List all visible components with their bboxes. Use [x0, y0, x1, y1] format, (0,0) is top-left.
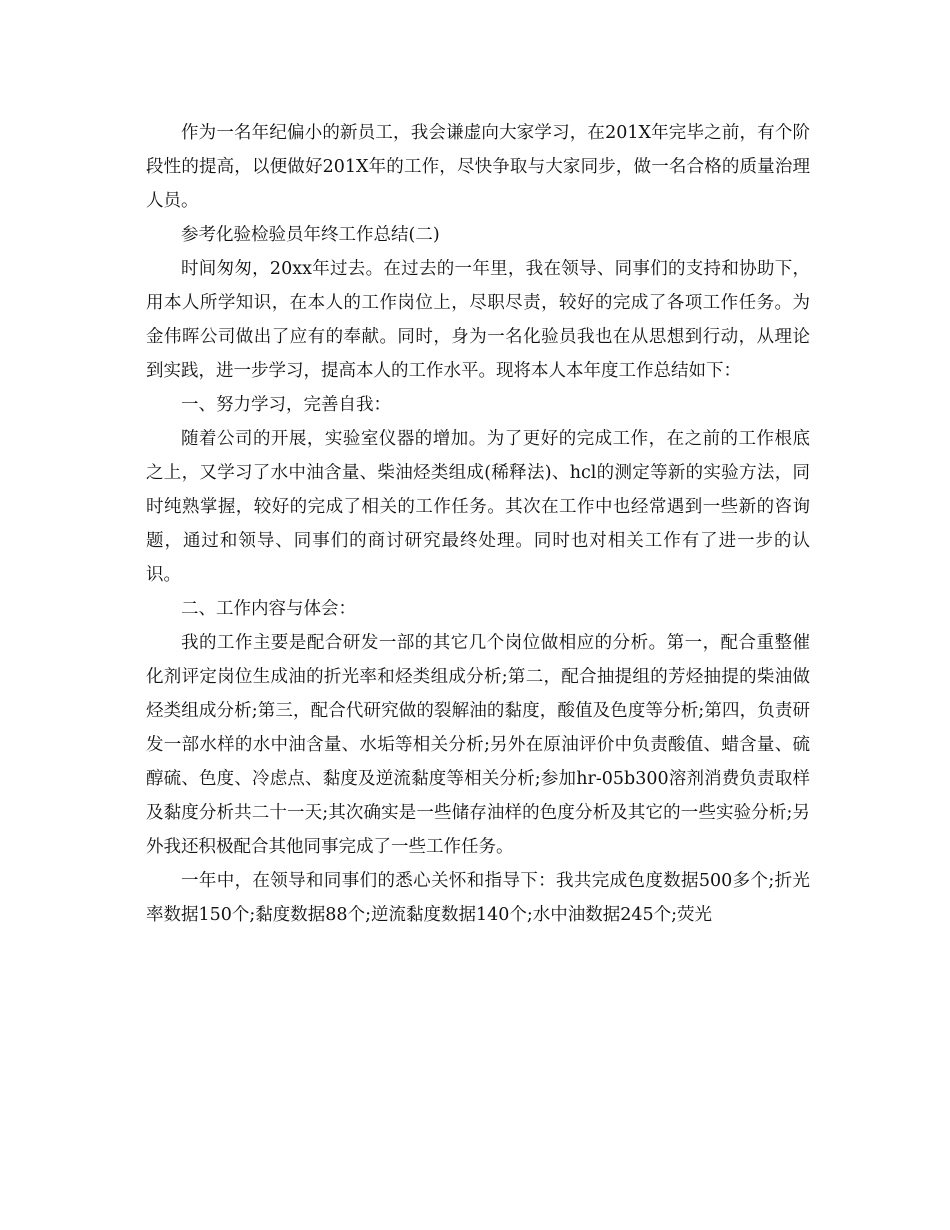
- section-heading-work: 二、工作内容与体会：: [181, 599, 356, 619]
- section-heading-study: 一、努力学习，完善自我：: [181, 395, 391, 415]
- document-body: [146, 116, 810, 932]
- paragraph-opening: 时间匆匆，20xx年过去。在过去的一年里，我在领导、同事们的支持和协助下，用本人所学知识，在本人的工作岗位上，尽职尽责，较好的完成了各项工作任务。为金伟晖公司做出了应有的奉献。同时，身为一名化验员我也在从思想到行动，从理论到实践，进一步学习，提高本人的工作水平。现将本人本年度工作总结如下：: [146, 259, 810, 381]
- paragraph-statistics: 一年中，在领导和同事们的悉心关怀和指导下：我共完成色度数据500多个;折光率数据150个;黏度数据88个;逆流黏度数据140个;水中油数据245个;荧光: [146, 871, 810, 925]
- paragraph-intro-closing: 作为一名年纪偏小的新员工，我会谦虚向大家学习，在201X年完毕之前，有个阶段性的提高，以便做好201X年的工作，尽快争取与大家同步，做一名合格的质量治理人员。: [146, 123, 810, 211]
- section-heading-title: 参考化验检验员年终工作总结(二): [181, 225, 440, 245]
- paragraph-study: 随着公司的开展，实验室仪器的增加。为了更好的完成工作，在之前的工作根底之上，又学习了水中油含量、柴油烃类组成(稀释法)、hcl的测定等新的实验方法，同时纯熟掌握，较好的完成了相关的工作任务。其次在工作中也经常遇到一些新的咨询题，通过和领导、同事们的商讨研究最终处理。同时也对相关工作有了进一步的认识。: [146, 429, 810, 585]
- paragraph-work: 我的工作主要是配合研发一部的其它几个岗位做相应的分析。第一，配合重整催化剂评定岗位生成油的折光率和烃类组成分析;第二，配合抽提组的芳烃抽提的柴油做烃类组成分析;第三，配合代研究做的裂解油的黏度，酸值及色度等分析;第四，负责研发一部水样的水中油含量、水垢等相关分析;另外在原油评价中负责酸值、蜡含量、硫醇硫、色度、冷虑点、黏度及逆流黏度等相关分析;参加hr-05b300溶剂消费负责取样及黏度分析共二十一天;其次确实是一些储存油样的色度分析及其它的一些实验分析;另外我还积极配合其他同事完成了一些工作任务。: [146, 633, 810, 857]
